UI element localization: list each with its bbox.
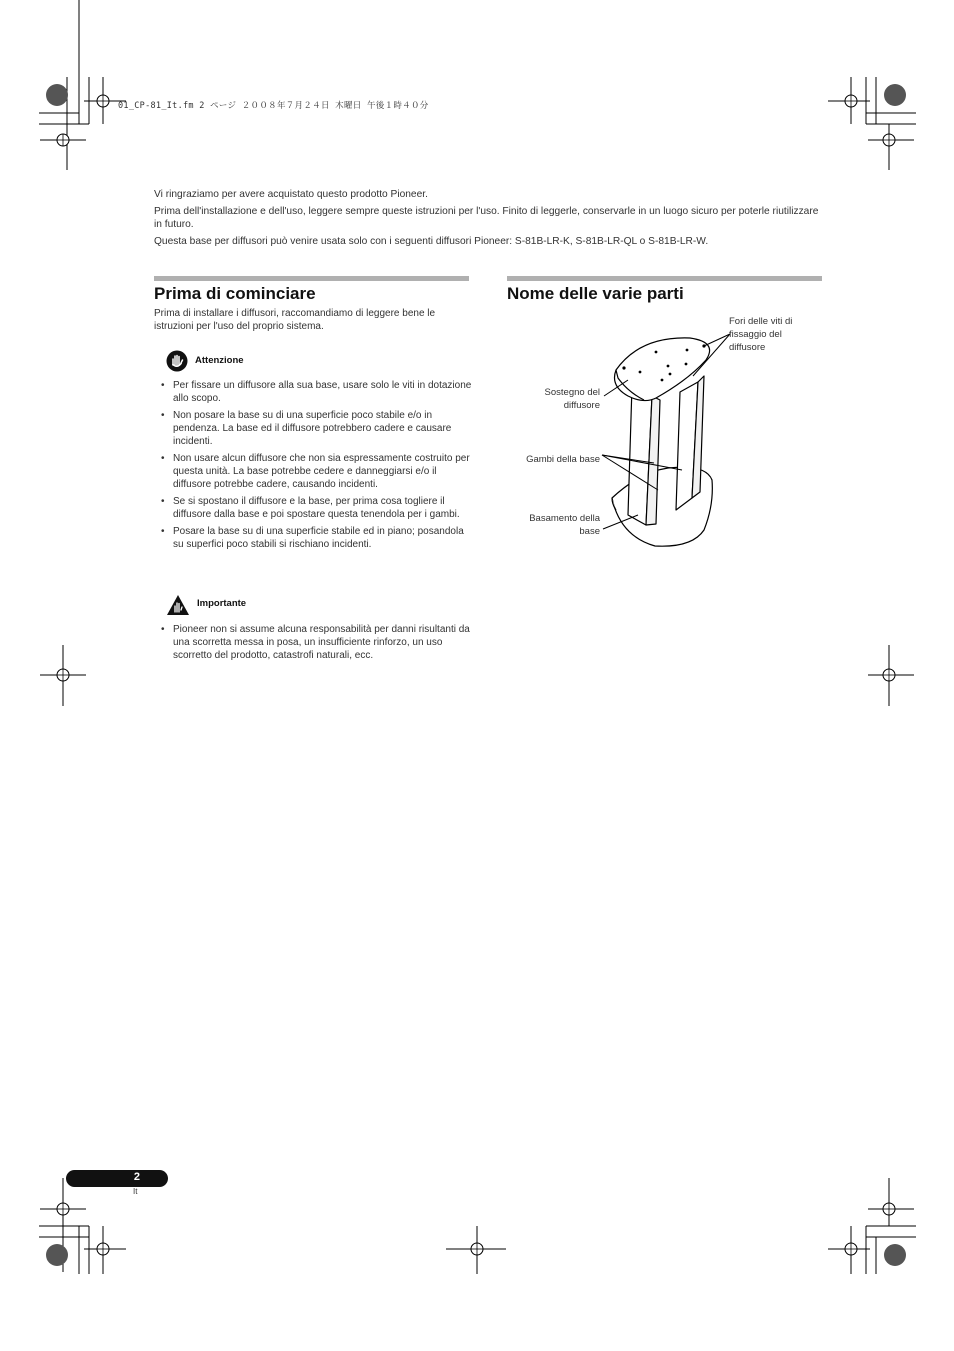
- intro-paragraph: Prima dell'installazione e dell'uso, leggere sempre queste istruzioni per l'uso. Finito di leggerle, conservarle in un luogo sicuro per poterle riutilizzare in futuro.: [154, 206, 819, 230]
- list-item: • Pioneer non si assume alcuna responsabilità per danni risultanti da una scorretta messa in posa, un insufficiente rinforzo, un uso scorretto del prodotto, catastrofi naturali, ecc.: [155, 623, 473, 662]
- hand-stop-icon: [166, 350, 188, 372]
- section-title-parti: Nome delle varie parti: [507, 284, 684, 303]
- caution-label: Attenzione: [195, 355, 244, 366]
- list-item: • Per fissare un diffusore alla sua base, usare solo le viti in dotazione allo scopo.: [155, 379, 473, 405]
- intro-text: [154, 188, 822, 248]
- section-title-prima: Prima di cominciare: [154, 284, 316, 303]
- label-support: Sostegno del diffusore: [544, 387, 600, 411]
- intro-paragraph: Vi ringraziamo per avere acquistato questo prodotto Pioneer.: [154, 189, 428, 200]
- list-item: • Non usare alcun diffusore che non sia espressamente costruito per questa unità. La base potrebbe cedere e danneggiarsi e/o il diffusore potrebbe cadere, causando incidenti.: [155, 452, 473, 491]
- label-base: Basamento della base: [529, 513, 600, 537]
- section-bar: [154, 276, 469, 281]
- list-item: • Non posare la base su di una superficie poco stabile e/o in pendenza. La base ed il diffusore potrebbero cadere e causare incidenti.: [155, 409, 473, 448]
- caution-list: [155, 379, 473, 555]
- page-number-tab: [66, 1170, 168, 1187]
- important-list: [155, 623, 473, 666]
- callout-lines: [600, 330, 740, 555]
- list-item: • Posare la base su di una superficie stabile ed in piano; posandola su superfici poco stabili si rischiano incidenti.: [155, 525, 473, 551]
- section-intro: Prima di installare i diffusori, raccomandiamo di leggere bene le istruzioni per l'uso del proprio sistema.: [154, 308, 436, 332]
- page-number: 2: [133, 1171, 140, 1183]
- important-label: Importante: [197, 598, 247, 609]
- warning-icon: [166, 594, 190, 616]
- label-screw-holes: Fori delle viti di fissaggio del diffusore: [729, 316, 793, 353]
- language-code: It: [133, 1187, 138, 1196]
- list-item: • Se si spostano il diffusore e la base, per prima cosa togliere il diffusore dalla base e poi spostare questa tenendola per i gambi.: [155, 495, 473, 521]
- intro-paragraph: Questa base per diffusori può venire usata solo con i seguenti diffusori Pioneer: S-81B-LR-K, S-81B-LR-QL o S-81B-LR-W.: [154, 236, 709, 247]
- file-header: 01_CP-81_It.fm 2 ページ ２００８年７月２４日 木曜日 午後１時４０分: [118, 101, 429, 111]
- label-legs: Gambi della base: [526, 454, 600, 465]
- section-bar: [507, 276, 822, 281]
